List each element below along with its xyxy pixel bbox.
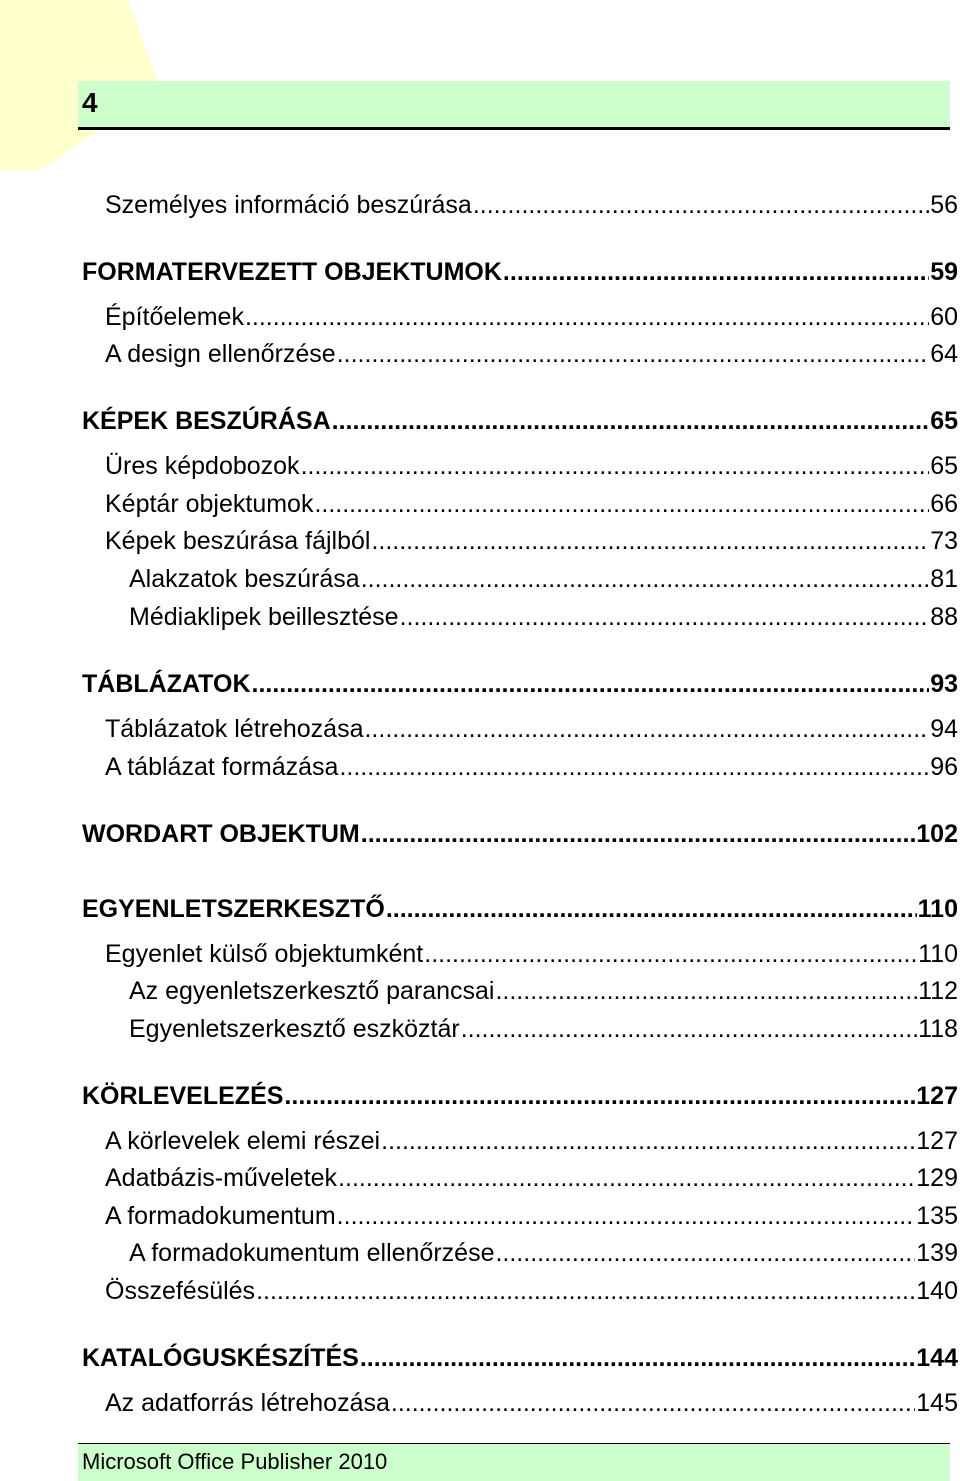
toc-entry-title: TÁBLÁZATOK: [82, 670, 251, 698]
toc-dot-leader: [338, 1162, 915, 1194]
toc-entry-page: 139: [916, 1239, 958, 1267]
toc-dot-leader: [503, 256, 929, 288]
toc-entry-title: Alakzatok beszúrása: [129, 565, 360, 593]
toc-entry-page: 127: [916, 1127, 958, 1155]
toc-entry-title: EGYENLETSZERKESZTŐ: [82, 895, 385, 923]
toc-entry-page: 118: [918, 1015, 958, 1043]
toc-section-heading: [82, 818, 958, 850]
toc-entry: [129, 1237, 958, 1269]
toc-dot-leader: [371, 525, 929, 557]
toc-entry-page: 140: [916, 1277, 958, 1305]
toc-entry: [105, 1387, 958, 1419]
toc-dot-leader: [361, 563, 930, 595]
toc-entry-page: 65: [930, 452, 958, 480]
toc-entry-title: A körlevelek elemi részei: [105, 1127, 381, 1155]
toc-entry: [105, 1200, 958, 1232]
toc-entry-title: KATALÓGUSKÉSZÍTÉS: [82, 1344, 359, 1372]
toc-entry-title: KÉPEK BESZÚRÁSA: [82, 407, 331, 435]
toc-entry: [105, 450, 958, 482]
toc-entry-page: 102: [916, 820, 958, 848]
toc-dot-leader: [252, 668, 930, 700]
toc-entry-title: Építőelemek: [105, 303, 244, 331]
toc-entry-page: 144: [916, 1344, 958, 1372]
toc-dot-leader: [245, 301, 929, 333]
toc-entry-page: 135: [916, 1202, 958, 1230]
toc-entry: [105, 713, 958, 745]
toc-entry-title: Táblázatok létrehozása: [105, 715, 364, 743]
toc-entry-page: 145: [916, 1389, 958, 1417]
toc-dot-leader: [364, 713, 929, 745]
toc-dot-leader: [495, 1237, 915, 1269]
toc-dot-leader: [473, 189, 929, 221]
toc-entry: [105, 189, 958, 221]
toc-dot-leader: [381, 1125, 915, 1157]
toc-entry: [129, 975, 958, 1007]
toc-section-heading: [82, 668, 958, 700]
toc-entry-page: 81: [930, 565, 958, 593]
toc-entry: [129, 563, 958, 595]
toc-entry: [105, 938, 958, 970]
footer-text: Microsoft Office Publisher 2010: [82, 1449, 388, 1474]
toc-entry-page: 96: [930, 753, 958, 781]
toc-section-heading: [82, 1342, 958, 1374]
toc-entry-page: 127: [916, 1082, 958, 1110]
toc-entry: [105, 488, 958, 520]
toc-section-heading: [82, 256, 958, 288]
toc-dot-leader: [337, 338, 929, 370]
header-bar: [78, 81, 950, 127]
toc-entry-page: 60: [930, 303, 958, 331]
toc-entry-page: 59: [930, 258, 958, 286]
toc-entry-title: A formadokumentum: [105, 1202, 336, 1230]
toc-entry: [105, 1275, 958, 1307]
toc-dot-leader: [461, 1013, 917, 1045]
toc-dot-leader: [495, 975, 917, 1007]
toc-entry-page: 73: [930, 527, 958, 555]
toc-section-heading: [82, 893, 958, 925]
toc-entry-title: Adatbázis-műveletek: [105, 1164, 338, 1192]
header-rule: [78, 127, 950, 130]
toc-entry-title: Képtár objektumok: [105, 490, 314, 518]
toc-entry-title: Médiaklipek beillesztése: [129, 603, 399, 631]
toc-entry-page: 64: [930, 340, 958, 368]
toc-entry-title: Az adatforrás létrehozása: [105, 1389, 390, 1417]
toc-dot-leader: [361, 818, 916, 850]
toc-dot-leader: [400, 601, 930, 633]
toc-entry-page: 94: [930, 715, 958, 743]
toc-entry-title: A design ellenőrzése: [105, 340, 336, 368]
toc-entry-title: FORMATERVEZETT OBJEKTUMOK: [82, 258, 502, 286]
toc-entry-page: 112: [918, 977, 958, 1005]
toc-entry-title: Egyenletszerkesztő eszköztár: [129, 1015, 460, 1043]
toc-entry-page: 110: [917, 895, 958, 923]
toc-entry-title: Egyenlet külső objektumként: [105, 940, 424, 968]
toc-entry-title: Képek beszúrása fájlból: [105, 527, 371, 555]
toc-entry-page: 129: [916, 1164, 958, 1192]
toc-entry: [105, 1162, 958, 1194]
toc-entry-title: Üres képdobozok: [105, 452, 300, 480]
toc-dot-leader: [424, 938, 917, 970]
toc-entry-page: 110: [918, 940, 958, 968]
toc-entry: [105, 525, 958, 557]
toc-entry: [105, 301, 958, 333]
toc-dot-leader: [337, 1200, 916, 1232]
toc-entry: [105, 338, 958, 370]
toc-entry: [129, 601, 958, 633]
toc-dot-leader: [332, 405, 930, 437]
toc-dot-leader: [391, 1387, 915, 1419]
toc-entry-page: 65: [930, 407, 958, 435]
toc-dot-leader: [314, 488, 929, 520]
toc-entry-page: 56: [930, 191, 958, 219]
toc-entry-title: WORDART OBJEKTUM: [82, 820, 360, 848]
toc-entry: [105, 751, 958, 783]
toc-section-heading: [82, 1080, 958, 1112]
toc-entry-page: 93: [930, 670, 958, 698]
toc-entry: [129, 1013, 958, 1045]
toc-entry-title: KÖRLEVELEZÉS: [82, 1082, 284, 1110]
toc-entry-title: Az egyenletszerkesztő parancsai: [129, 977, 495, 1005]
toc-entry-page: 88: [930, 603, 958, 631]
toc-dot-leader: [301, 450, 930, 482]
toc-section-heading: [82, 405, 958, 437]
toc-dot-leader: [386, 893, 917, 925]
toc-entry-title: A táblázat formázása: [105, 753, 339, 781]
toc-entry-title: A formadokumentum ellenőrzése: [129, 1239, 495, 1267]
toc-entry: [105, 1125, 958, 1157]
toc-dot-leader: [256, 1275, 915, 1307]
toc-dot-leader: [339, 751, 929, 783]
toc-entry-page: 66: [930, 490, 958, 518]
toc-entry-title: Összefésülés: [105, 1277, 256, 1305]
toc-entry-title: Személyes információ beszúrása: [105, 191, 472, 219]
chapter-number: 4: [82, 87, 98, 118]
toc-dot-leader: [284, 1080, 915, 1112]
toc-dot-leader: [360, 1342, 915, 1374]
